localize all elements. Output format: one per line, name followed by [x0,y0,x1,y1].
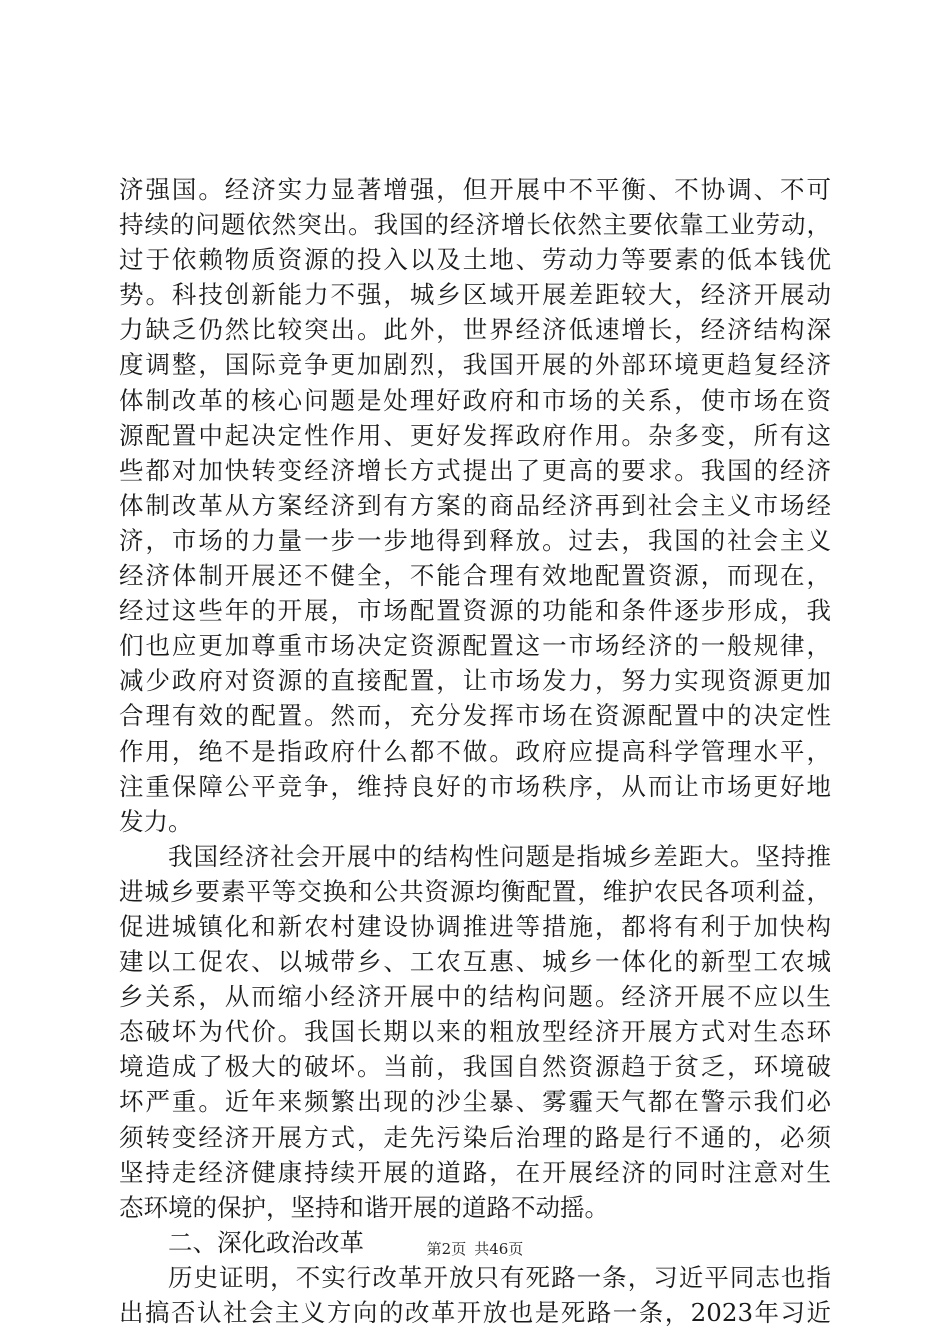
page-total: 共46页 [474,1240,524,1258]
text-line: 减少政府对资源的直接配置，让市场发力，努力实现资源更加 [119,666,831,696]
text-line: 态环境的保护，坚持和谐开展的道路不动摇。 [119,1192,609,1222]
text-line: 进城乡要素平等交换和公共资源均衡配置，维护农民各项利益， [119,876,831,906]
text-line: 作用，绝不是指政府什么都不做。政府应提高科学管理水平， [119,736,831,766]
text-line: 体制改革的核心问题是处理好政府和市场的关系，使市场在资 [119,385,831,415]
text-line: 济强国。经济实力显著增强，但开展中不平衡、不协调、不可 [119,175,831,204]
text-line: 度调整，国际竞争更加剧烈，我国开展的外部环境更趋复经济 [119,350,831,380]
text-line: 历史证明，不实行改革开放只有死路一条，习近平同志也指 [168,1262,831,1292]
text-line: 出搞否认社会主义方向的改革开放也是死路一条，2023年习近 [119,1298,831,1327]
text-line: 合理有效的配置。然而，充分发挥市场在资源配置中的决定性 [119,701,831,731]
text-line: 促进城镇化和新农村建设协调推进等措施，都将有利于加快构 [119,911,831,941]
text-line: 注重保障公平竞争，维持良好的市场秩序，从而让市场更好地 [119,771,831,801]
text-line: 经过这些年的开展，市场配置资源的功能和条件逐步形成，我 [119,596,831,626]
text-line: 境造成了极大的破坏。当前，我国自然资源趋于贫乏，环境破 [119,1052,831,1082]
text-line: 二、深化政治改革 [168,1227,364,1257]
text-line: 态破坏为代价。我国长期以来的粗放型经济开展方式对生态环 [119,1017,831,1047]
text-line: 济，市场的力量一步一步地得到释放。过去，我国的社会主义 [119,525,831,555]
text-line: 我国经济社会开展中的结构性问题是指城乡差距大。坚持推 [168,841,831,871]
text-line: 势。科技创新能力不强，城乡区域开展差距较大，经济开展动 [119,280,831,310]
text-line: 持续的问题依然突出。我国的经济增长依然主要依靠工业劳动， [119,210,831,240]
text-line: 坏严重。近年来频繁出现的沙尘暴、雾霾天气都在警示我们必 [119,1087,831,1117]
text-line: 建以工促农、以城带乡、工农互惠、城乡一体化的新型工农城 [119,947,831,977]
text-line: 坚持走经济健康持续开展的道路，在开展经济的同时注意对生 [119,1157,831,1187]
text-line: 源配置中起决定性作用、更好发挥政府作用。杂多变，所有这 [119,420,831,450]
text-line: 发力。 [119,806,193,836]
text-line: 些都对加快转变经济增长方式提出了更高的要求。我国的经济 [119,455,831,485]
text-line: 须转变经济开展方式，走先污染后治理的路是行不通的，必须 [119,1122,831,1152]
text-line: 体制改革从方案经济到有方案的商品经济再到社会主义市场经 [119,490,831,520]
page-footer [0,1238,950,1259]
text-line: 力缺乏仍然比较突出。此外，世界经济低速增长，经济结构深 [119,315,831,345]
document-body [119,172,831,1330]
text-line: 经济体制开展还不健全，不能合理有效地配置资源，而现在， [119,561,831,591]
text-line: 们也应更加尊重市场决定资源配置这一市场经济的一般规律， [119,631,831,661]
text-line: 乡关系，从而缩小经济开展中的结构问题。经济开展不应以生 [119,982,831,1012]
page-number: 第2页 [426,1240,467,1258]
text-line: 过于依赖物质资源的投入以及土地、劳动力等要素的低本钱优 [119,245,831,275]
